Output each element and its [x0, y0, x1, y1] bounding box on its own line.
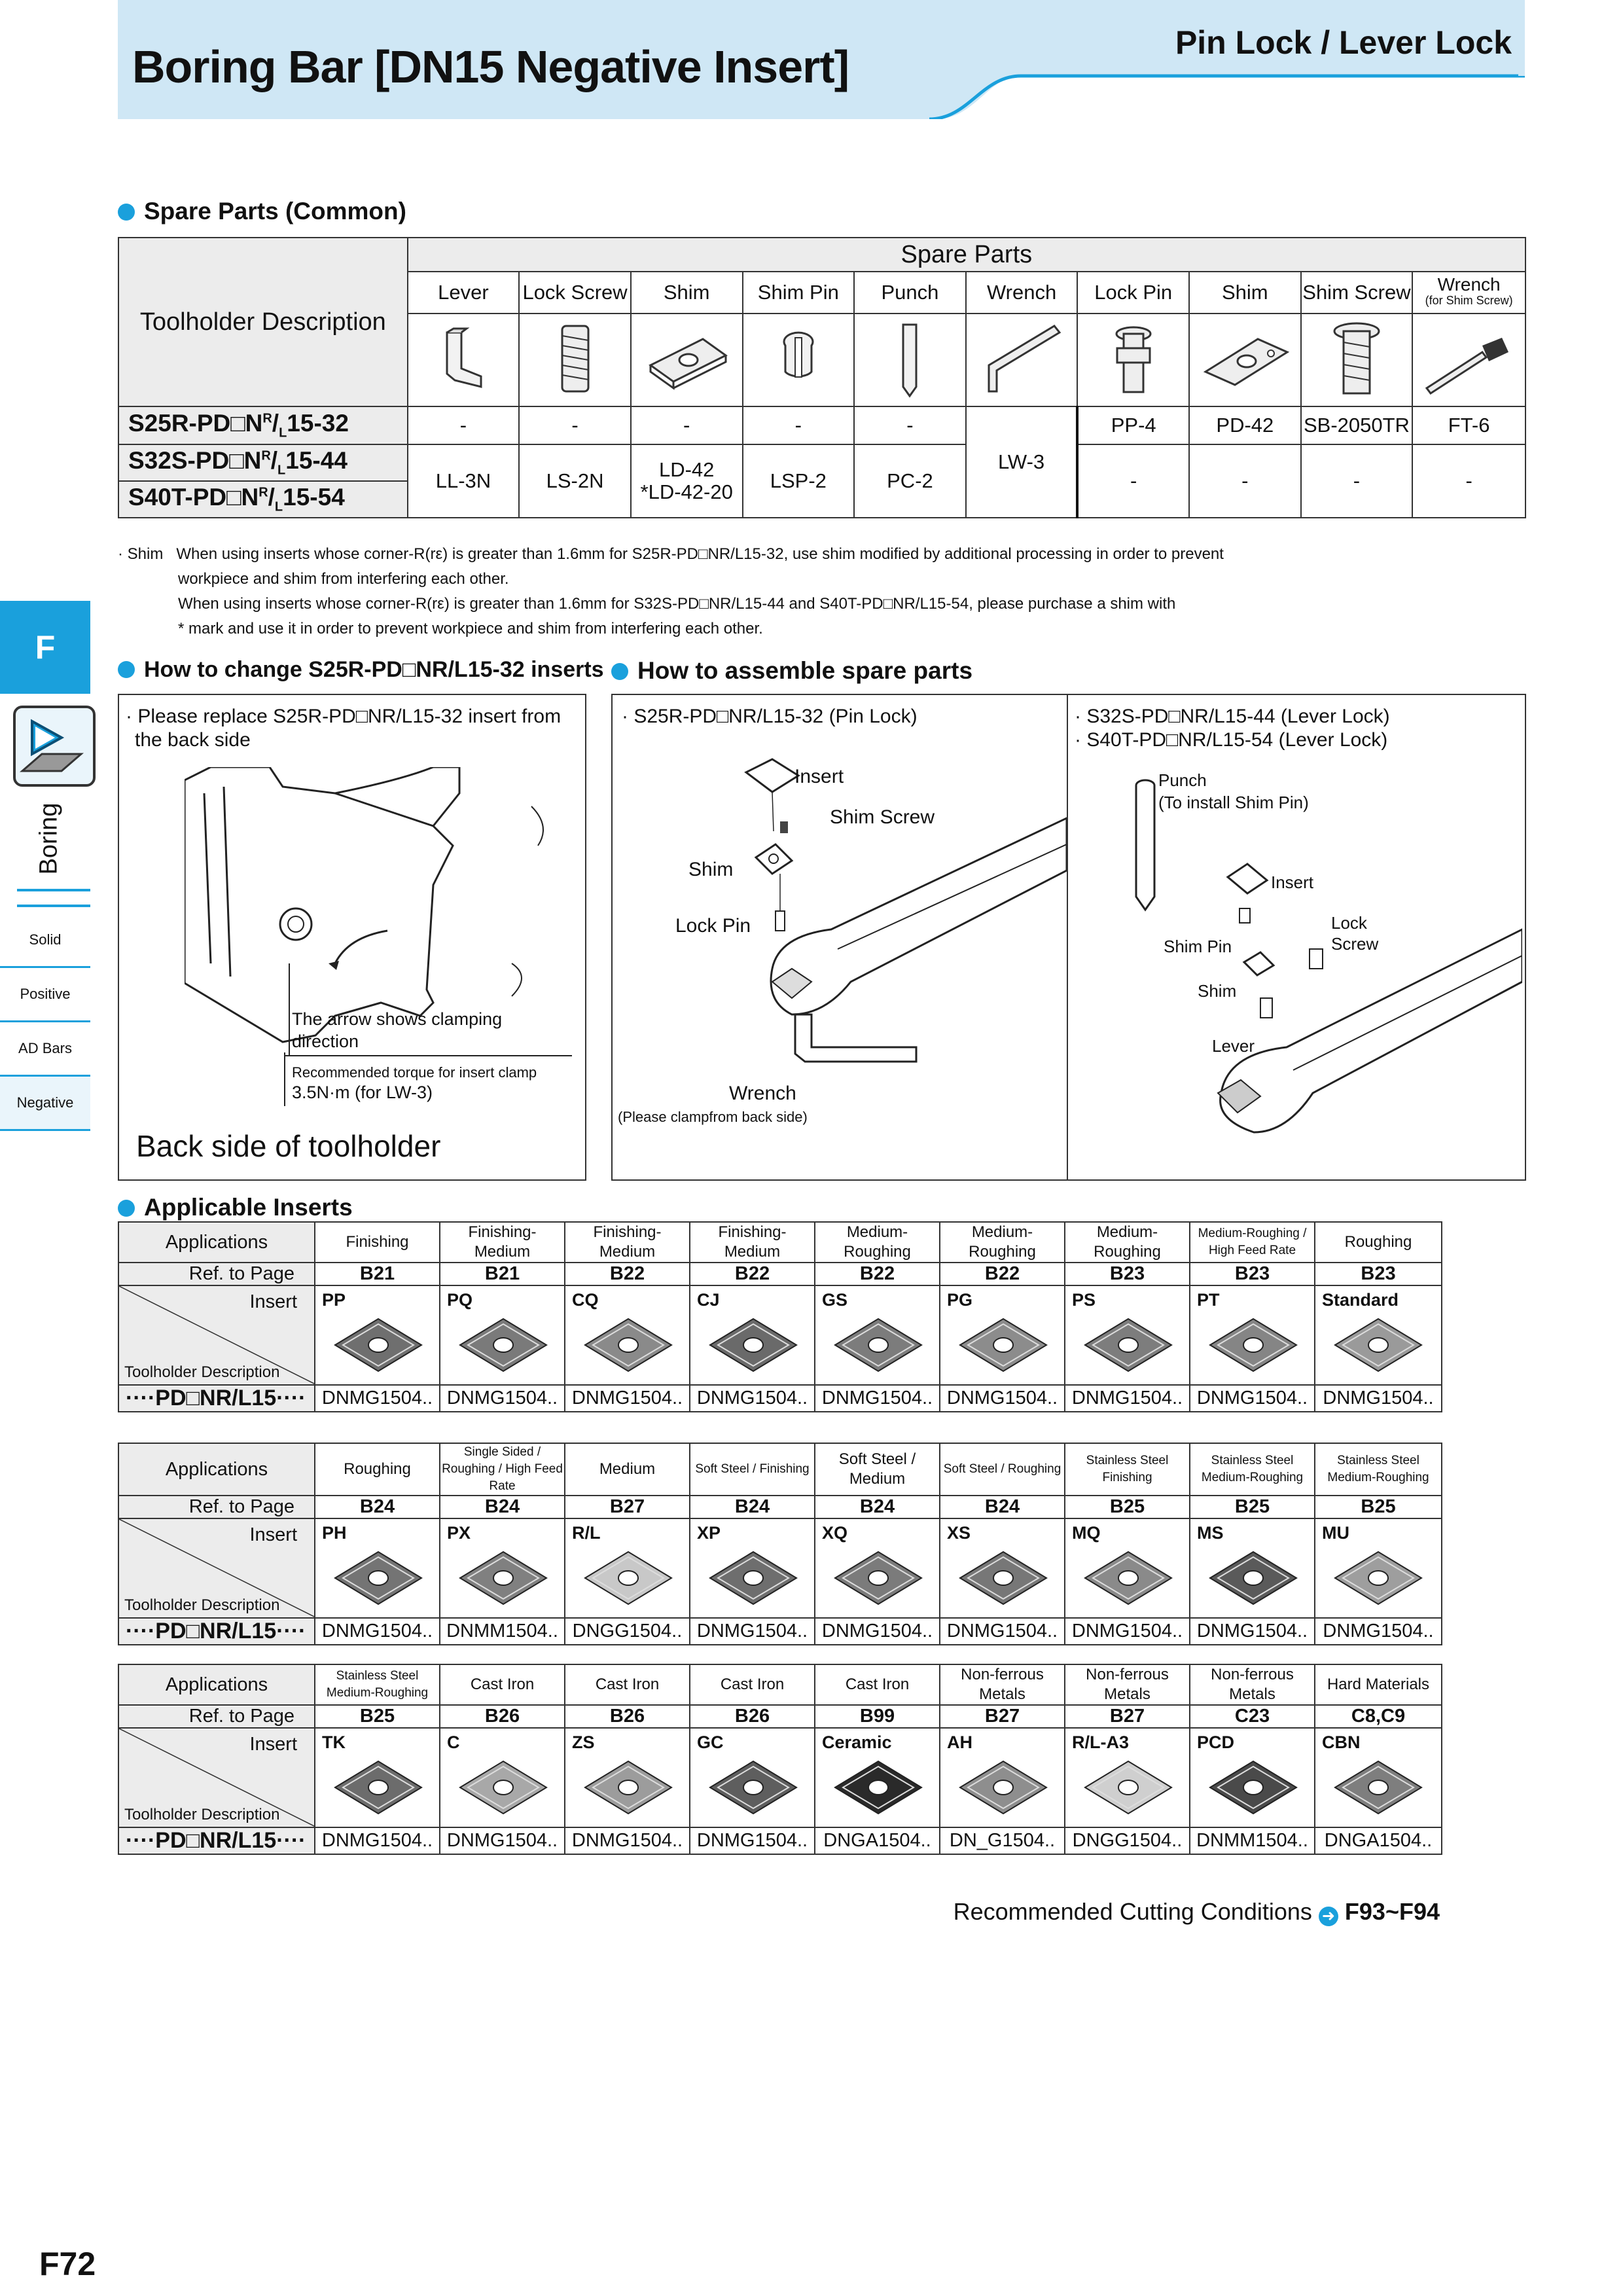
ref-page-link[interactable]: B26 — [565, 1705, 690, 1728]
insert-icon — [1207, 1755, 1299, 1820]
tab-negative[interactable]: Negative — [0, 1077, 90, 1131]
bullet-icon — [118, 204, 135, 221]
insert-icon — [707, 1312, 799, 1378]
how-change-box — [118, 694, 586, 1181]
insert-code: DNMG1504.. — [940, 1385, 1065, 1412]
application-cell: Finishing-Medium — [565, 1222, 690, 1263]
col-shim-screw: Shim Screw — [1301, 272, 1413, 314]
insert-icon — [1082, 1545, 1174, 1611]
application-cell: Medium-Roughing — [940, 1222, 1065, 1263]
pin-label-wrench: Wrench — [729, 1083, 796, 1104]
insert-icon — [832, 1312, 924, 1378]
insert-grade-name: MU — [1322, 1523, 1349, 1543]
lever-label-punch-note: (To install Shim Pin) — [1158, 793, 1309, 812]
shim-note-line4: * mark and use it in order to prevent workpiece and shim from interfering each other. — [178, 620, 763, 637]
insert-cell[interactable] — [565, 1728, 690, 1827]
application-cell: Finishing-Medium — [690, 1222, 815, 1263]
insert-icon — [1207, 1545, 1299, 1611]
ref-page-link[interactable]: B25 — [1065, 1496, 1190, 1518]
application-cell: Finishing-Medium — [440, 1222, 565, 1263]
insert-icon — [707, 1545, 799, 1611]
lever-lock-title-1: · S32S-PD□NR/L15-44 (Lever Lock) — [1075, 706, 1390, 727]
recommended-pages: F93~F94 — [1344, 1898, 1440, 1925]
page-header — [118, 0, 1525, 119]
ref-page-link[interactable]: B23 — [1065, 1263, 1190, 1285]
insert-code: DNMG1504.. — [1190, 1618, 1315, 1645]
r2-punch: PC-2 — [854, 444, 966, 518]
insert-icon — [457, 1755, 549, 1820]
holder-label: Toolholder Description — [124, 1806, 280, 1823]
insert-grade-name: PCD — [1197, 1732, 1235, 1752]
insert-grade-name: PS — [1072, 1290, 1096, 1310]
pin-label-shim-screw: Shim Screw — [830, 806, 935, 828]
application-cell: Cast Iron — [815, 1664, 940, 1705]
lever-label-lever: Lever — [1212, 1036, 1255, 1056]
ref-page-link[interactable]: B22 — [815, 1263, 940, 1285]
application-cell: Medium — [565, 1443, 690, 1496]
torque-note-2: 3.5N·m (for LW-3) — [292, 1083, 433, 1102]
ref-page-link[interactable]: B21 — [440, 1263, 565, 1285]
shim-screw-image — [1301, 314, 1413, 406]
ref-page-link[interactable]: B26 — [690, 1705, 815, 1728]
pin-lock-drawing — [615, 740, 1067, 1080]
model-row-1: $S25R-PD□N^R/_L15-32$ — [118, 406, 408, 444]
r1-shim: - — [631, 406, 743, 444]
insert-cell[interactable] — [815, 1728, 940, 1827]
holder-model: ····PD□NR/L15···· — [118, 1618, 315, 1645]
ref-page-link[interactable]: B22 — [690, 1263, 815, 1285]
applications-label: Applications — [118, 1222, 315, 1263]
insert-code: DNMG1504.. — [315, 1618, 440, 1645]
insert-icon — [1082, 1755, 1174, 1820]
insert-icon — [1082, 1312, 1174, 1378]
insert-code: DN_G1504.. — [940, 1827, 1065, 1854]
insert-grade-name: PG — [947, 1290, 973, 1310]
application-cell: Stainless Steel Medium-Roughing — [315, 1664, 440, 1705]
insert-icon — [1332, 1545, 1424, 1611]
lever-lock-drawing — [1071, 766, 1522, 1172]
insert-code: DNGA1504.. — [815, 1827, 940, 1854]
insert-code: DNMG1504.. — [565, 1827, 690, 1854]
insert-grade-name: CBN — [1322, 1732, 1361, 1752]
r2-shim-pin: LSP-2 — [743, 444, 855, 518]
insert-grade-name: R/L — [572, 1523, 601, 1543]
insert-icon — [582, 1312, 674, 1378]
insert-cell[interactable] — [690, 1285, 815, 1385]
ref-page-label: Ref. to Page — [118, 1705, 315, 1728]
ref-page-link[interactable]: C23 — [1190, 1705, 1315, 1728]
holder-label: Toolholder Description — [124, 1596, 280, 1614]
pin-label-insert: Insert — [794, 766, 844, 787]
tab-ad-bars[interactable]: AD Bars — [0, 1022, 90, 1077]
r3-shim-value: *LD-42-20 — [640, 480, 733, 503]
bullet-icon — [118, 661, 135, 678]
insert-cell[interactable] — [1315, 1518, 1442, 1618]
tab-solid[interactable]: Solid — [0, 914, 90, 968]
r1-shim-2: PD-42 — [1189, 406, 1301, 444]
ref-page-link[interactable]: B24 — [690, 1496, 815, 1518]
application-cell: Hard Materials — [1315, 1664, 1442, 1705]
r2-lock-pin: - — [1077, 444, 1189, 518]
application-cell: Roughing — [315, 1443, 440, 1496]
insert-grade-name: XP — [697, 1523, 721, 1543]
insert-code: DNMG1504.. — [815, 1618, 940, 1645]
insert-code: DNMG1504.. — [315, 1385, 440, 1412]
col-lock-pin: Lock Pin — [1077, 272, 1189, 314]
shim-2-image — [1189, 314, 1301, 406]
insert-grade-name: Standard — [1322, 1290, 1399, 1310]
inserts-heading: Applicable Inserts — [118, 1194, 353, 1221]
insert-icon — [957, 1312, 1049, 1378]
ref-page-link[interactable]: B27 — [1065, 1705, 1190, 1728]
insert-cell[interactable] — [440, 1285, 565, 1385]
col-shim-2: Shim — [1189, 272, 1301, 314]
shim-image — [631, 314, 743, 406]
spare-parts-table — [118, 237, 1526, 518]
insert-icon — [332, 1545, 424, 1611]
model-row-3: $S40T-PD□N^R/_L15-54$ — [118, 481, 408, 518]
boring-tool-icon — [13, 706, 96, 787]
ref-page-label: Ref. to Page — [118, 1263, 315, 1285]
insert-icon — [582, 1545, 674, 1611]
r1-shim-screw: SB-2050TR — [1301, 406, 1413, 444]
insert-icon — [332, 1755, 424, 1820]
col-wrench: Wrench — [966, 272, 1078, 314]
insert-code: DNMG1504.. — [815, 1385, 940, 1412]
insert-icon — [1332, 1312, 1424, 1378]
header-category: Pin Lock / Lever Lock — [1175, 24, 1512, 61]
insert-table-3 — [118, 1664, 1442, 1855]
insert-code: DNMG1504.. — [1315, 1385, 1442, 1412]
insert-cell[interactable] — [440, 1728, 565, 1827]
back-side-caption: Back side of toolholder — [136, 1129, 441, 1163]
application-cell: Stainless Steel Finishing — [1065, 1443, 1190, 1496]
insert-grade-name: TK — [322, 1732, 346, 1752]
insert-grade-name: CQ — [572, 1290, 599, 1310]
insert-code: DNMG1504.. — [565, 1385, 690, 1412]
lever-lock-title-2: · S40T-PD□NR/L15-54 (Lever Lock) — [1075, 729, 1388, 751]
application-cell: Roughing — [1315, 1222, 1442, 1263]
lever-label-punch: Punch — [1158, 770, 1207, 790]
recommended-conditions[interactable] — [916, 1898, 1440, 1926]
pin-label-shim: Shim — [688, 859, 734, 880]
insert-icon — [332, 1312, 424, 1378]
insert-code: DNMM1504.. — [1190, 1827, 1315, 1854]
torque-rule — [284, 1055, 572, 1056]
lever-label-shim: Shim — [1198, 981, 1237, 1001]
col-lever: Lever — [408, 272, 520, 314]
insert-grade-name: PT — [1197, 1290, 1220, 1310]
insert-cell[interactable] — [1190, 1285, 1315, 1385]
insert-grade-name: XQ — [822, 1523, 848, 1543]
r1-lock-pin: PP-4 — [1077, 406, 1189, 444]
torque-note-1: Recommended torque for insert clamp — [292, 1064, 537, 1081]
insert-label: Insert — [249, 1291, 297, 1312]
wrench-shared: LW-3 — [966, 406, 1078, 518]
lock-screw-image — [519, 314, 631, 406]
insert-icon — [832, 1755, 924, 1820]
page-number: F72 — [39, 2246, 96, 2282]
bullet-icon — [611, 663, 628, 680]
col-lock-screw: Lock Screw — [519, 272, 631, 314]
insert-holder-header — [118, 1728, 315, 1827]
r2-lock-screw: LS-2N — [519, 444, 631, 518]
application-cell: Medium-Roughing / High Feed Rate — [1190, 1222, 1315, 1263]
shim-pin-image — [743, 314, 855, 406]
insert-icon — [957, 1545, 1049, 1611]
bullet-icon — [118, 1200, 135, 1217]
application-cell: Medium-Roughing — [1065, 1222, 1190, 1263]
application-cell: Non-ferrous Metals — [1065, 1664, 1190, 1705]
application-cell: Cast Iron — [440, 1664, 565, 1705]
insert-icon — [1332, 1755, 1424, 1820]
ref-page-label: Ref. to Page — [118, 1496, 315, 1518]
ref-page-link[interactable]: B24 — [315, 1496, 440, 1518]
application-cell: Non-ferrous Metals — [940, 1664, 1065, 1705]
r1-lever: - — [408, 406, 520, 444]
arrow-leader — [284, 1052, 289, 1106]
tab-positive[interactable]: Positive — [0, 968, 90, 1022]
insert-table-1 — [118, 1221, 1442, 1412]
ref-page-link[interactable]: B24 — [815, 1496, 940, 1518]
insert-cell[interactable] — [815, 1285, 940, 1385]
insert-cell[interactable] — [565, 1285, 690, 1385]
insert-icon — [457, 1545, 549, 1611]
insert-grade-name: XS — [947, 1523, 971, 1543]
insert-icon — [582, 1755, 674, 1820]
r2-shim-screw: - — [1301, 444, 1413, 518]
insert-grade-name: PX — [447, 1523, 471, 1543]
assemble-heading: How to assemble spare parts — [611, 657, 972, 685]
insert-grade-name: MS — [1197, 1523, 1224, 1543]
col-wrench-2-sub: (for Shim Screw) — [1425, 294, 1513, 307]
insert-code: DNGG1504.. — [1065, 1827, 1190, 1854]
insert-grade-name: ZS — [572, 1732, 595, 1752]
col-wrench-2 — [1412, 272, 1525, 314]
insert-icon — [957, 1755, 1049, 1820]
insert-code: DNMG1504.. — [1190, 1385, 1315, 1412]
application-cell: Soft Steel / Medium — [815, 1443, 940, 1496]
application-cell: Soft Steel / Finishing — [690, 1443, 815, 1496]
insert-icon — [1207, 1312, 1299, 1378]
insert-icon — [457, 1312, 549, 1378]
insert-cell[interactable] — [1315, 1728, 1442, 1827]
arrow-note: The arrow shows clamping direction — [292, 1009, 503, 1051]
insert-cell[interactable] — [1065, 1518, 1190, 1618]
application-cell: Stainless Steel Medium-Roughing — [1190, 1443, 1315, 1496]
insert-cell[interactable] — [1190, 1728, 1315, 1827]
insert-grade-name: PP — [322, 1290, 346, 1310]
insert-code: DNMM1504.. — [440, 1618, 565, 1645]
insert-code: DNMG1504.. — [1065, 1385, 1190, 1412]
r2-wrench-2: - — [1412, 444, 1525, 518]
insert-cell[interactable] — [690, 1518, 815, 1618]
wrench-image — [966, 314, 1078, 406]
arrow-right-icon: ➜ — [1319, 1907, 1338, 1926]
pin-label-wrench-note: (Please clampfrom back side) — [618, 1109, 808, 1125]
ref-page-link[interactable]: B23 — [1315, 1263, 1442, 1285]
ref-page-link[interactable]: B25 — [1190, 1496, 1315, 1518]
application-cell: Medium-Roughing — [815, 1222, 940, 1263]
r1-wrench-2: FT-6 — [1412, 406, 1525, 444]
ref-page-link[interactable]: B22 — [565, 1263, 690, 1285]
insert-grade-name: CJ — [697, 1290, 720, 1310]
ref-page-link[interactable]: B99 — [815, 1705, 940, 1728]
page-title: Boring Bar [DN15 Negative Insert] — [132, 41, 849, 92]
insert-cell[interactable] — [315, 1518, 440, 1618]
spare-parts-heading: Spare Parts (Common) — [118, 198, 406, 225]
insert-code: DNGA1504.. — [1315, 1827, 1442, 1854]
application-cell: Cast Iron — [690, 1664, 815, 1705]
insert-cell[interactable] — [940, 1285, 1065, 1385]
holder-model: ····PD□NR/L15···· — [118, 1827, 315, 1854]
applications-label: Applications — [118, 1443, 315, 1496]
insert-code: DNMG1504.. — [1065, 1618, 1190, 1645]
pin-label-lock-pin: Lock Pin — [675, 915, 751, 937]
shim-note — [118, 542, 1230, 641]
insert-code: DNMG1504.. — [690, 1827, 815, 1854]
application-cell: Cast Iron — [565, 1664, 690, 1705]
application-cell: Finishing — [315, 1222, 440, 1263]
col-shim-pin: Shim Pin — [743, 272, 855, 314]
insert-cell[interactable] — [940, 1518, 1065, 1618]
insert-label: Insert — [249, 1524, 297, 1545]
ref-page-link[interactable]: B23 — [1190, 1263, 1315, 1285]
lever-image — [408, 314, 520, 406]
how-change-heading: How to change S25R-PD□NR/L15-32 inserts — [118, 657, 604, 683]
ref-page-link[interactable]: B25 — [1315, 1496, 1442, 1518]
how-change-note2: the back side — [135, 729, 251, 751]
recommended-label: Recommended Cutting Conditions — [953, 1898, 1312, 1925]
insert-icon — [707, 1755, 799, 1820]
insert-cell[interactable] — [315, 1728, 440, 1827]
insert-cell[interactable] — [815, 1518, 940, 1618]
application-cell: Non-ferrous Metals — [1190, 1664, 1315, 1705]
r2-shim — [631, 444, 743, 518]
insert-code: DNGG1504.. — [565, 1618, 690, 1645]
assemble-divider — [1067, 694, 1068, 1179]
insert-grade-name: PQ — [447, 1290, 473, 1310]
insert-code: DNMG1504.. — [440, 1827, 565, 1854]
ref-page-link[interactable]: B24 — [940, 1496, 1065, 1518]
shim-note-line3: When using inserts whose corner-R(rε) is greater than 1.6mm for S32S-PD□NR/L15-44 and S40T-PD□NR/L15-54, please purchase a shim with — [178, 595, 1176, 613]
ref-page-link[interactable]: B21 — [315, 1263, 440, 1285]
punch-image — [854, 314, 966, 406]
insert-grade-name: AH — [947, 1732, 972, 1752]
insert-code: DNMG1504.. — [690, 1385, 815, 1412]
lever-label-screw: Screw — [1331, 934, 1379, 954]
insert-grade-name: MQ — [1072, 1523, 1101, 1543]
insert-icon — [832, 1545, 924, 1611]
tab-divider — [17, 889, 90, 907]
pin-lock-title: · S25R-PD□NR/L15-32 (Pin Lock) — [622, 706, 918, 727]
insert-code: DNMG1504.. — [440, 1385, 565, 1412]
insert-grade-name: R/L-A3 — [1072, 1732, 1129, 1752]
insert-code: DNMG1504.. — [940, 1618, 1065, 1645]
ref-page-link[interactable]: B27 — [565, 1496, 690, 1518]
shim-note-line2: workpiece and shim from interfering each other. — [178, 570, 509, 588]
lock-pin-image — [1077, 314, 1189, 406]
toolholder-desc-header: Toolholder Description — [118, 238, 408, 406]
lever-label-shim-pin: Shim Pin — [1164, 937, 1232, 956]
insert-cell[interactable] — [1315, 1285, 1442, 1385]
tab-boring-vertical: Boring — [35, 802, 63, 875]
insert-code: DNMG1504.. — [1315, 1618, 1442, 1645]
insert-holder-header — [118, 1518, 315, 1618]
ref-page-link[interactable]: C8,C9 — [1315, 1705, 1442, 1728]
section-tab-f[interactable]: F — [0, 601, 90, 694]
r2-shim-value: LD-42 — [658, 458, 715, 481]
holder-label: Toolholder Description — [124, 1363, 280, 1381]
insert-holder-header — [118, 1285, 315, 1385]
insert-cell[interactable] — [690, 1728, 815, 1827]
r1-lock-screw: - — [519, 406, 631, 444]
insert-code: DNMG1504.. — [315, 1827, 440, 1854]
shim-note-label: · Shim — [118, 545, 164, 563]
application-cell: Stainless Steel Medium-Roughing — [1315, 1443, 1442, 1496]
insert-cell[interactable] — [440, 1518, 565, 1618]
insert-cell[interactable] — [1065, 1285, 1190, 1385]
application-cell: Soft Steel / Roughing — [940, 1443, 1065, 1496]
wrench-2-image — [1412, 314, 1525, 406]
r2-lever: LL-3N — [408, 444, 520, 518]
shim-note-line1: When using inserts whose corner-R(rε) is greater than 1.6mm for S25R-PD□NR/L15-32, use shim modified by additional processing in order to prevent — [176, 545, 1224, 563]
insert-grade-name: C — [447, 1732, 460, 1752]
insert-label: Insert — [249, 1734, 297, 1755]
col-wrench-2-label: Wrench — [1437, 274, 1501, 295]
ref-page-link[interactable]: B26 — [440, 1705, 565, 1728]
how-change-note1: · Please replace S25R-PD□NR/L15-32 insert from — [126, 706, 562, 727]
model-row-2: $S32S-PD□N^R/_L15-44$ — [118, 444, 408, 481]
insert-grade-name: PH — [322, 1523, 347, 1543]
col-punch: Punch — [854, 272, 966, 314]
ref-page-link[interactable]: B24 — [440, 1496, 565, 1518]
col-shim: Shim — [631, 272, 743, 314]
insert-cell[interactable] — [940, 1728, 1065, 1827]
insert-code: DNMG1504.. — [690, 1618, 815, 1645]
lever-label-insert: Insert — [1271, 872, 1314, 892]
insert-cell[interactable] — [565, 1518, 690, 1618]
ref-page-link[interactable]: B27 — [940, 1705, 1065, 1728]
ref-page-link[interactable]: B22 — [940, 1263, 1065, 1285]
insert-table-2 — [118, 1443, 1442, 1645]
insert-cell[interactable] — [1065, 1728, 1190, 1827]
spare-parts-group-header: Spare Parts — [408, 238, 1525, 272]
insert-grade-name: GC — [697, 1732, 724, 1752]
applications-label: Applications — [118, 1664, 315, 1705]
r1-punch: - — [854, 406, 966, 444]
insert-grade-name: GS — [822, 1290, 848, 1310]
r1-shim-pin: - — [743, 406, 855, 444]
insert-grade-name: Ceramic — [822, 1732, 892, 1752]
holder-model: ····PD□NR/L15···· — [118, 1385, 315, 1412]
ref-page-link[interactable]: B25 — [315, 1705, 440, 1728]
lever-label-lock: Lock — [1331, 913, 1367, 933]
r2-shim-2: - — [1189, 444, 1301, 518]
application-cell: Single Sided / Roughing / High Feed Rate — [440, 1443, 565, 1496]
insert-cell[interactable] — [1190, 1518, 1315, 1618]
insert-cell[interactable] — [315, 1285, 440, 1385]
